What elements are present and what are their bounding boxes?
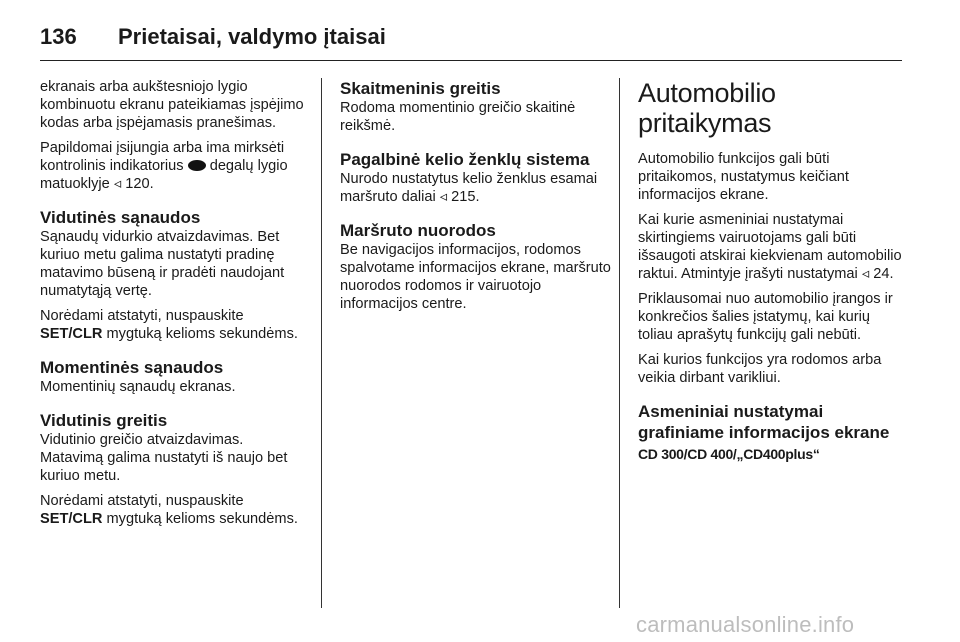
section-heading: Momentinės sąnaudos <box>40 358 224 377</box>
column-right <box>638 78 906 469</box>
paragraph: Vidutinio greičio atvaizdavimas. Matavimą galima nustatyti iš naujo bet kuriuo metu. <box>40 432 288 484</box>
intro-section <box>40 78 306 193</box>
paragraph: Automobilio funkcijos gali būti pritaikomos, nustatymus keičiant informacijos ekrane. <box>638 151 849 203</box>
paragraph: Nurodo nustatytus kelio ženklus esamai maršruto daliai ◃ 215. <box>340 171 598 205</box>
paragraph: Kai kurie asmeniniai nustatymai skirtingiems vairuotojams gali būti išsaugoti atskirai kiekvienam automobilio raktui. Atmintyje įrašyti nustatymai ◃ 24. <box>638 212 902 282</box>
paragraph: Rodoma momentinio greičio skaitinė reikšmė. <box>340 100 576 134</box>
section-digital-speed <box>340 78 612 135</box>
paragraph: Momentinių sąnaudų ekranas. <box>40 379 236 395</box>
column-middle <box>340 78 612 320</box>
page-reference-icon: ◃ <box>861 266 870 282</box>
section-instant-consumption <box>40 357 306 396</box>
section-heading: Pagalbinė kelio ženklų sistema <box>340 150 590 169</box>
page-header <box>40 14 902 61</box>
page-number: 136 <box>40 24 77 49</box>
section-heading: Maršruto nuorodos <box>340 221 496 240</box>
fuel-indicator-icon <box>188 160 206 171</box>
paragraph: Sąnaudų vidurkio atvaizdavimas. Bet kuriuo metu galima nustatyti pradinę matavimo būseną ir pradėti naudojant numatytąją vertę. <box>40 229 285 299</box>
section-personal-settings <box>638 401 906 463</box>
section-heading: Vidutinis greitis <box>40 411 168 430</box>
section-heading: Asmeniniai nustatymai grafiniame informacijos ekrane <box>638 402 890 442</box>
paragraph: Be navigacijos informacijos, rodomos spalvotame informacijos ekrane, maršruto nuorodos rodomos ir vairuotojo informacijos centre. <box>340 242 611 312</box>
column-divider <box>321 78 322 608</box>
paragraph: ekranais arba aukštesniojo lygio kombinuotu ekranu pateikiamas įspėjimo kodas arba įspėjamasis pranešimas. <box>40 79 304 131</box>
column-left <box>40 78 306 535</box>
paragraph: Papildomai įsijungia arba ima mirksėti kontrolinis indikatorius degalų lygio matuoklyje ◃ 120. <box>40 140 288 192</box>
section-route-guidance <box>340 220 612 313</box>
chapter-heading: Automobilio pritaikymas <box>638 78 776 138</box>
column-divider <box>619 78 620 608</box>
watermark: carmanualsonline.info <box>636 612 855 637</box>
button-label-set-clr: SET/CLR <box>40 511 103 527</box>
button-label-set-clr: SET/CLR <box>40 326 103 342</box>
paragraph: Norėdami atstatyti, nuspauskite SET/CLR mygtuką kelioms sekundėms. <box>40 308 298 342</box>
section-subheading: CD 300/CD 400/„CD400plus“ <box>638 446 820 462</box>
page-reference-icon: ◃ <box>113 176 122 192</box>
section-average-speed <box>40 410 306 528</box>
paragraph: Kai kurios funkcijos yra rodomos arba veikia dirbant varikliui. <box>638 352 882 386</box>
section-average-consumption <box>40 207 306 343</box>
paragraph: Priklausomai nuo automobilio įrangos ir konkrečios šalies įstatymų, kai kurių toliau aprašytų funkcijų gali nebūti. <box>638 291 893 343</box>
page-title: Prietaisai, valdymo įtaisai <box>118 24 386 49</box>
section-traffic-sign-assistant <box>340 149 612 206</box>
page-reference-icon: ◃ <box>439 189 448 205</box>
section-heading: Vidutinės sąnaudos <box>40 208 201 227</box>
paragraph: Norėdami atstatyti, nuspauskite SET/CLR mygtuką kelioms sekundėms. <box>40 493 298 527</box>
section-heading: Skaitmeninis greitis <box>340 79 501 98</box>
